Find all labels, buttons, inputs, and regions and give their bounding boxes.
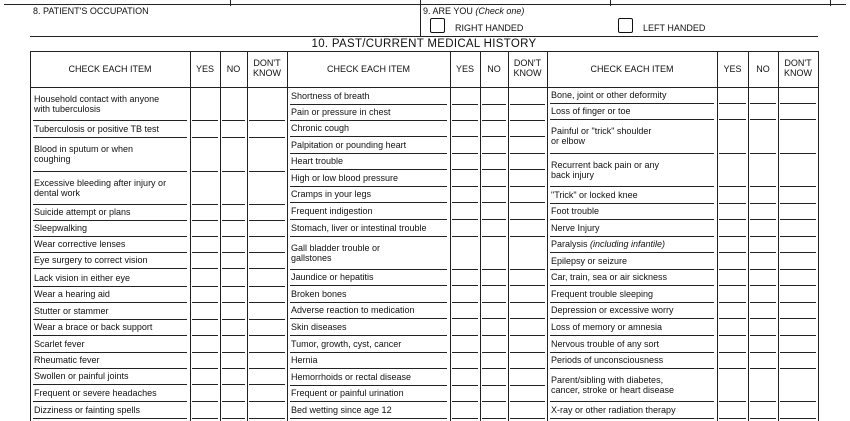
- history-item: Rheumatic fever: [34, 355, 100, 365]
- col1-no-cell[interactable]: [220, 401, 247, 418]
- col3-dont-know-cell[interactable]: [778, 401, 818, 418]
- col2-dont-know-cell[interactable]: [508, 202, 547, 219]
- history-item: Heart trouble: [291, 156, 344, 166]
- col3-dont-know-cell[interactable]: [778, 219, 818, 236]
- left-handed-label: LEFT HANDED: [643, 23, 706, 33]
- col1-dont-know-cell[interactable]: [247, 137, 287, 171]
- col2-yes-cell[interactable]: [450, 285, 480, 302]
- col1-no-cell[interactable]: [220, 87, 247, 120]
- col3-no-cell[interactable]: [748, 318, 778, 335]
- col2-dont-know-cell[interactable]: [508, 302, 547, 318]
- col3-dont-know-cell[interactable]: [778, 252, 818, 269]
- col2-no-cell[interactable]: [480, 104, 508, 120]
- col2-dont-know-cell[interactable]: [508, 87, 547, 104]
- header-check-each-item: CHECK EACH ITEM: [326, 64, 410, 74]
- history-item: Cramps in your legs: [291, 189, 372, 199]
- col1-dont-know-cell[interactable]: [247, 87, 287, 120]
- col2-dont-know-cell[interactable]: [508, 335, 547, 352]
- col2-yes-cell[interactable]: [450, 269, 480, 285]
- history-item: Painful or "trick" shoulder or elbow: [551, 126, 652, 146]
- col2-dont-know-cell[interactable]: [508, 136, 547, 153]
- col2-dont-know-cell[interactable]: [508, 368, 547, 385]
- col2-dont-know-cell[interactable]: [508, 104, 547, 120]
- col1-yes-cell[interactable]: [190, 268, 220, 286]
- col1-yes-cell[interactable]: [190, 335, 220, 352]
- col3-yes-cell[interactable]: [717, 87, 748, 103]
- history-item: Suicide attempt or plans: [34, 207, 131, 217]
- col2-no-cell[interactable]: [480, 318, 508, 335]
- col2-yes-cell[interactable]: [450, 318, 480, 335]
- col2-dont-know-cell[interactable]: [508, 186, 547, 202]
- history-item: Bed wetting since age 12: [291, 405, 392, 415]
- history-item: Adverse reaction to medication: [291, 305, 415, 315]
- col3-yes-cell[interactable]: [717, 119, 748, 153]
- col1-dont-know-cell[interactable]: [247, 401, 287, 418]
- history-item: Swollen or painful joints: [34, 371, 129, 381]
- history-item: High or low blood pressure: [291, 173, 399, 183]
- history-item: Frequent or severe headaches: [34, 388, 157, 398]
- col3-yes-cell[interactable]: [717, 401, 748, 418]
- header-check-each-item: CHECK EACH ITEM: [590, 64, 674, 74]
- col3-dont-know-cell[interactable]: [778, 203, 818, 219]
- col3-dont-know-cell[interactable]: [778, 352, 818, 368]
- header-yes: YES: [723, 64, 742, 74]
- col2-yes-cell[interactable]: [450, 385, 480, 401]
- col2-dont-know-cell[interactable]: [508, 352, 547, 368]
- history-item: Palpitation or pounding heart: [291, 140, 407, 150]
- history-item: Paralysis (including infantile): [551, 239, 666, 249]
- col1-no-cell[interactable]: [220, 384, 247, 401]
- col3-no-cell[interactable]: [748, 219, 778, 236]
- col3-dont-know-cell[interactable]: [778, 318, 818, 335]
- col1-yes-cell[interactable]: [190, 220, 220, 236]
- col2-yes-cell[interactable]: [450, 202, 480, 219]
- history-item: Stutter or stammer: [34, 306, 109, 316]
- col3-dont-know-cell[interactable]: [778, 335, 818, 352]
- col1-yes-cell[interactable]: [190, 384, 220, 401]
- col3-no-cell[interactable]: [748, 335, 778, 352]
- col2-yes-cell[interactable]: [450, 87, 480, 104]
- history-item: Foot trouble: [551, 206, 600, 216]
- header-no: NO: [226, 64, 241, 74]
- col3-dont-know-cell[interactable]: [778, 103, 818, 119]
- col3-yes-cell[interactable]: [717, 368, 748, 401]
- history-item: Eye surgery to correct vision: [34, 255, 148, 265]
- history-item: Household contact with anyone with tuberculosis: [34, 93, 160, 114]
- col2-yes-cell[interactable]: [450, 136, 480, 153]
- col3-no-cell[interactable]: [748, 236, 778, 252]
- col3-dont-know-cell[interactable]: [778, 87, 818, 103]
- history-item: Frequent trouble sleeping: [551, 289, 654, 299]
- col1-yes-cell[interactable]: [190, 319, 220, 335]
- col3-no-cell[interactable]: [748, 269, 778, 285]
- history-item: Shortness of breath: [291, 91, 370, 101]
- col1-no-cell[interactable]: [220, 171, 247, 204]
- col3-dont-know-cell[interactable]: [778, 236, 818, 252]
- history-item: Wear corrective lenses: [34, 239, 126, 249]
- col2-no-cell[interactable]: [480, 87, 508, 104]
- header-yes: YES: [195, 64, 214, 74]
- col2-dont-know-cell[interactable]: [508, 120, 547, 136]
- col1-dont-know-cell[interactable]: [247, 319, 287, 335]
- col2-no-cell[interactable]: [480, 219, 508, 236]
- history-item: Pain or pressure in chest: [291, 107, 391, 117]
- history-item: Wear a hearing aid: [34, 289, 110, 299]
- col1-dont-know-cell[interactable]: [247, 286, 287, 302]
- col1-dont-know-cell[interactable]: [247, 268, 287, 286]
- header-no: NO: [756, 64, 770, 74]
- col2-dont-know-cell[interactable]: [508, 401, 547, 418]
- col3-yes-cell[interactable]: [717, 335, 748, 352]
- history-item: Epilepsy or seizure: [551, 256, 628, 266]
- col3-yes-cell[interactable]: [717, 103, 748, 119]
- col1-dont-know-cell[interactable]: [247, 171, 287, 204]
- col2-dont-know-cell[interactable]: [508, 269, 547, 285]
- header-check-each-item: CHECK EACH ITEM: [68, 64, 152, 74]
- history-item: Excessive bleeding after injury or dental work: [34, 177, 167, 198]
- history-item: "Trick" or locked knee: [551, 190, 638, 200]
- col1-no-cell[interactable]: [220, 220, 247, 236]
- col1-dont-know-cell[interactable]: [247, 204, 287, 220]
- col1-no-cell[interactable]: [220, 204, 247, 220]
- col3-yes-cell[interactable]: [717, 203, 748, 219]
- history-item: Hernia: [291, 355, 318, 365]
- col3-yes-cell[interactable]: [717, 153, 748, 186]
- history-item: Loss of finger or toe: [551, 106, 631, 116]
- col1-no-cell[interactable]: [220, 268, 247, 286]
- history-item: Dizziness or fainting spells: [34, 405, 141, 415]
- col3-no-cell[interactable]: [748, 285, 778, 302]
- col2-no-cell[interactable]: [480, 335, 508, 352]
- col3-yes-cell[interactable]: [717, 236, 748, 252]
- history-item: Nervous trouble of any sort: [551, 339, 660, 349]
- col2-no-cell[interactable]: [480, 186, 508, 202]
- header-dont-know: DON'T KNOW: [513, 58, 542, 78]
- col2-no-cell[interactable]: [480, 120, 508, 136]
- col2-yes-cell[interactable]: [450, 335, 480, 352]
- col3-dont-know-cell[interactable]: [778, 186, 818, 203]
- col2-no-cell[interactable]: [480, 285, 508, 302]
- header-yes: YES: [455, 64, 474, 74]
- col2-dont-know-cell[interactable]: [508, 169, 547, 186]
- col2-yes-cell[interactable]: [450, 352, 480, 368]
- col2-yes-cell[interactable]: [450, 236, 480, 269]
- are-you-label: [423, 6, 524, 16]
- history-item: Blood in sputum or when coughing: [34, 144, 134, 164]
- col3-no-cell[interactable]: [748, 153, 778, 186]
- col2-no-cell[interactable]: [480, 352, 508, 368]
- header-dont-know: DON'T KNOW: [784, 58, 812, 78]
- col1-dont-know-cell[interactable]: [247, 252, 287, 268]
- col3-no-cell[interactable]: [748, 87, 778, 103]
- history-item: Broken bones: [291, 289, 347, 299]
- col2-no-cell[interactable]: [480, 368, 508, 385]
- history-item: Lack vision in either eye: [34, 273, 131, 283]
- col1-no-cell[interactable]: [220, 302, 247, 319]
- col1-dont-know-cell[interactable]: [247, 368, 287, 384]
- col1-no-cell[interactable]: [220, 286, 247, 302]
- col3-yes-cell[interactable]: [717, 186, 748, 203]
- col3-yes-cell[interactable]: [717, 252, 748, 269]
- col1-yes-cell[interactable]: [190, 120, 220, 137]
- col1-no-cell[interactable]: [220, 120, 247, 137]
- col2-yes-cell[interactable]: [450, 302, 480, 318]
- history-item: Tumor, growth, cyst, cancer: [291, 339, 402, 349]
- col1-dont-know-cell[interactable]: [247, 335, 287, 352]
- col1-yes-cell[interactable]: [190, 252, 220, 268]
- col3-dont-know-cell[interactable]: [778, 153, 818, 186]
- col1-yes-cell[interactable]: [190, 87, 220, 120]
- col2-dont-know-cell[interactable]: [508, 219, 547, 236]
- col3-no-cell[interactable]: [748, 352, 778, 368]
- col1-dont-know-cell[interactable]: [247, 220, 287, 236]
- col2-no-cell[interactable]: [480, 236, 508, 269]
- col2-no-cell[interactable]: [480, 269, 508, 285]
- col1-no-cell[interactable]: [220, 137, 247, 171]
- col3-dont-know-cell[interactable]: [778, 368, 818, 401]
- col2-yes-cell[interactable]: [450, 368, 480, 385]
- col2-yes-cell[interactable]: [450, 186, 480, 202]
- col2-yes-cell[interactable]: [450, 169, 480, 186]
- history-item: Nerve Injury: [551, 223, 600, 233]
- col1-no-cell[interactable]: [220, 335, 247, 352]
- col2-no-cell[interactable]: [480, 302, 508, 318]
- history-item: Gall bladder trouble or gallstones: [291, 242, 381, 263]
- section-title: 10. PAST/CURRENT MEDICAL HISTORY: [311, 38, 537, 50]
- occupation-label: 8. PATIENT'S OCCUPATION: [33, 6, 149, 16]
- col3-yes-cell[interactable]: [717, 269, 748, 285]
- col2-yes-cell[interactable]: [450, 153, 480, 169]
- col1-no-cell[interactable]: [220, 368, 247, 384]
- col2-dont-know-cell[interactable]: [508, 236, 547, 269]
- col3-dont-know-cell[interactable]: [778, 285, 818, 302]
- col2-no-cell[interactable]: [480, 202, 508, 219]
- col3-no-cell[interactable]: [748, 203, 778, 219]
- col3-no-cell[interactable]: [748, 119, 778, 153]
- col1-no-cell[interactable]: [220, 319, 247, 335]
- col2-yes-cell[interactable]: [450, 120, 480, 136]
- col2-yes-cell[interactable]: [450, 401, 480, 418]
- history-item: Recurrent back pain or any back injury: [551, 159, 660, 180]
- col3-no-cell[interactable]: [748, 103, 778, 119]
- col3-no-cell[interactable]: [748, 252, 778, 269]
- history-item: Periods of unconsciousness: [551, 355, 664, 365]
- right-handed-label: RIGHT HANDED: [455, 23, 524, 33]
- col1-yes-cell[interactable]: [190, 171, 220, 204]
- col2-dont-know-cell[interactable]: [508, 318, 547, 335]
- col1-dont-know-cell[interactable]: [247, 302, 287, 319]
- col2-yes-cell[interactable]: [450, 219, 480, 236]
- history-item: Depression or excessive worry: [551, 305, 674, 315]
- col2-dont-know-cell[interactable]: [508, 153, 547, 169]
- history-item: Parent/sibling with diabetes, cancer, stroke or heart disease: [551, 374, 675, 395]
- history-item: Wear a brace or back support: [34, 322, 153, 332]
- col1-yes-cell[interactable]: [190, 137, 220, 171]
- col3-yes-cell[interactable]: [717, 352, 748, 368]
- history-item: Chronic cough: [291, 123, 350, 133]
- col1-dont-know-cell[interactable]: [247, 352, 287, 368]
- col2-yes-cell[interactable]: [450, 104, 480, 120]
- col3-no-cell[interactable]: [748, 302, 778, 318]
- col3-yes-cell[interactable]: [717, 302, 748, 318]
- history-item: Sleepwalking: [34, 223, 88, 233]
- history-item: Scarlet fever: [34, 339, 85, 349]
- history-item: Frequent or painful urination: [291, 388, 404, 398]
- col3-no-cell[interactable]: [748, 401, 778, 418]
- col1-no-cell[interactable]: [220, 236, 247, 252]
- history-item: Bone, joint or other deformity: [551, 90, 667, 100]
- occupation-field[interactable]: [30, 18, 418, 36]
- history-item: Stomach, liver or intestinal trouble: [291, 223, 427, 233]
- history-item: Hemorrhoids or rectal disease: [291, 372, 412, 382]
- history-item: Jaundice or hepatitis: [291, 272, 374, 282]
- col3-yes-cell[interactable]: [717, 219, 748, 236]
- col1-yes-cell[interactable]: [190, 352, 220, 368]
- are-you-hint: (Check one): [475, 6, 525, 16]
- col1-no-cell[interactable]: [220, 352, 247, 368]
- are-you-text: 9. ARE YOU: [423, 6, 473, 16]
- header-dont-know: DON'T KNOW: [253, 58, 281, 78]
- history-item: Loss of memory or amnesia: [551, 322, 663, 332]
- header-no: NO: [487, 64, 501, 74]
- right-handed-checkbox[interactable]: [430, 18, 445, 33]
- col1-dont-know-cell[interactable]: [247, 384, 287, 401]
- history-item: Skin diseases: [291, 322, 347, 332]
- col1-yes-cell[interactable]: [190, 204, 220, 220]
- history-item: Frequent indigestion: [291, 206, 373, 216]
- col3-dont-know-cell[interactable]: [778, 269, 818, 285]
- left-handed-checkbox[interactable]: [618, 18, 633, 33]
- col2-dont-know-cell[interactable]: [508, 285, 547, 302]
- col2-no-cell[interactable]: [480, 401, 508, 418]
- col3-yes-cell[interactable]: [717, 285, 748, 302]
- col1-yes-cell[interactable]: [190, 286, 220, 302]
- history-item: Car, train, sea or air sickness: [551, 272, 668, 282]
- col3-yes-cell[interactable]: [717, 318, 748, 335]
- col1-dont-know-cell[interactable]: [247, 120, 287, 137]
- history-item: Tuberculosis or positive TB test: [34, 124, 160, 134]
- col1-dont-know-cell[interactable]: [247, 236, 287, 252]
- col1-yes-cell[interactable]: [190, 236, 220, 252]
- col2-no-cell[interactable]: [480, 136, 508, 153]
- col3-no-cell[interactable]: [748, 368, 778, 401]
- col1-no-cell[interactable]: [220, 252, 247, 268]
- col2-dont-know-cell[interactable]: [508, 385, 547, 401]
- col2-no-cell[interactable]: [480, 153, 508, 169]
- col2-no-cell[interactable]: [480, 385, 508, 401]
- col2-no-cell[interactable]: [480, 169, 508, 186]
- col1-yes-cell[interactable]: [190, 368, 220, 384]
- col3-dont-know-cell[interactable]: [778, 119, 818, 153]
- col1-yes-cell[interactable]: [190, 302, 220, 319]
- col3-dont-know-cell[interactable]: [778, 302, 818, 318]
- col3-no-cell[interactable]: [748, 186, 778, 203]
- col1-yes-cell[interactable]: [190, 401, 220, 418]
- history-item: X-ray or other radiation therapy: [551, 405, 676, 415]
